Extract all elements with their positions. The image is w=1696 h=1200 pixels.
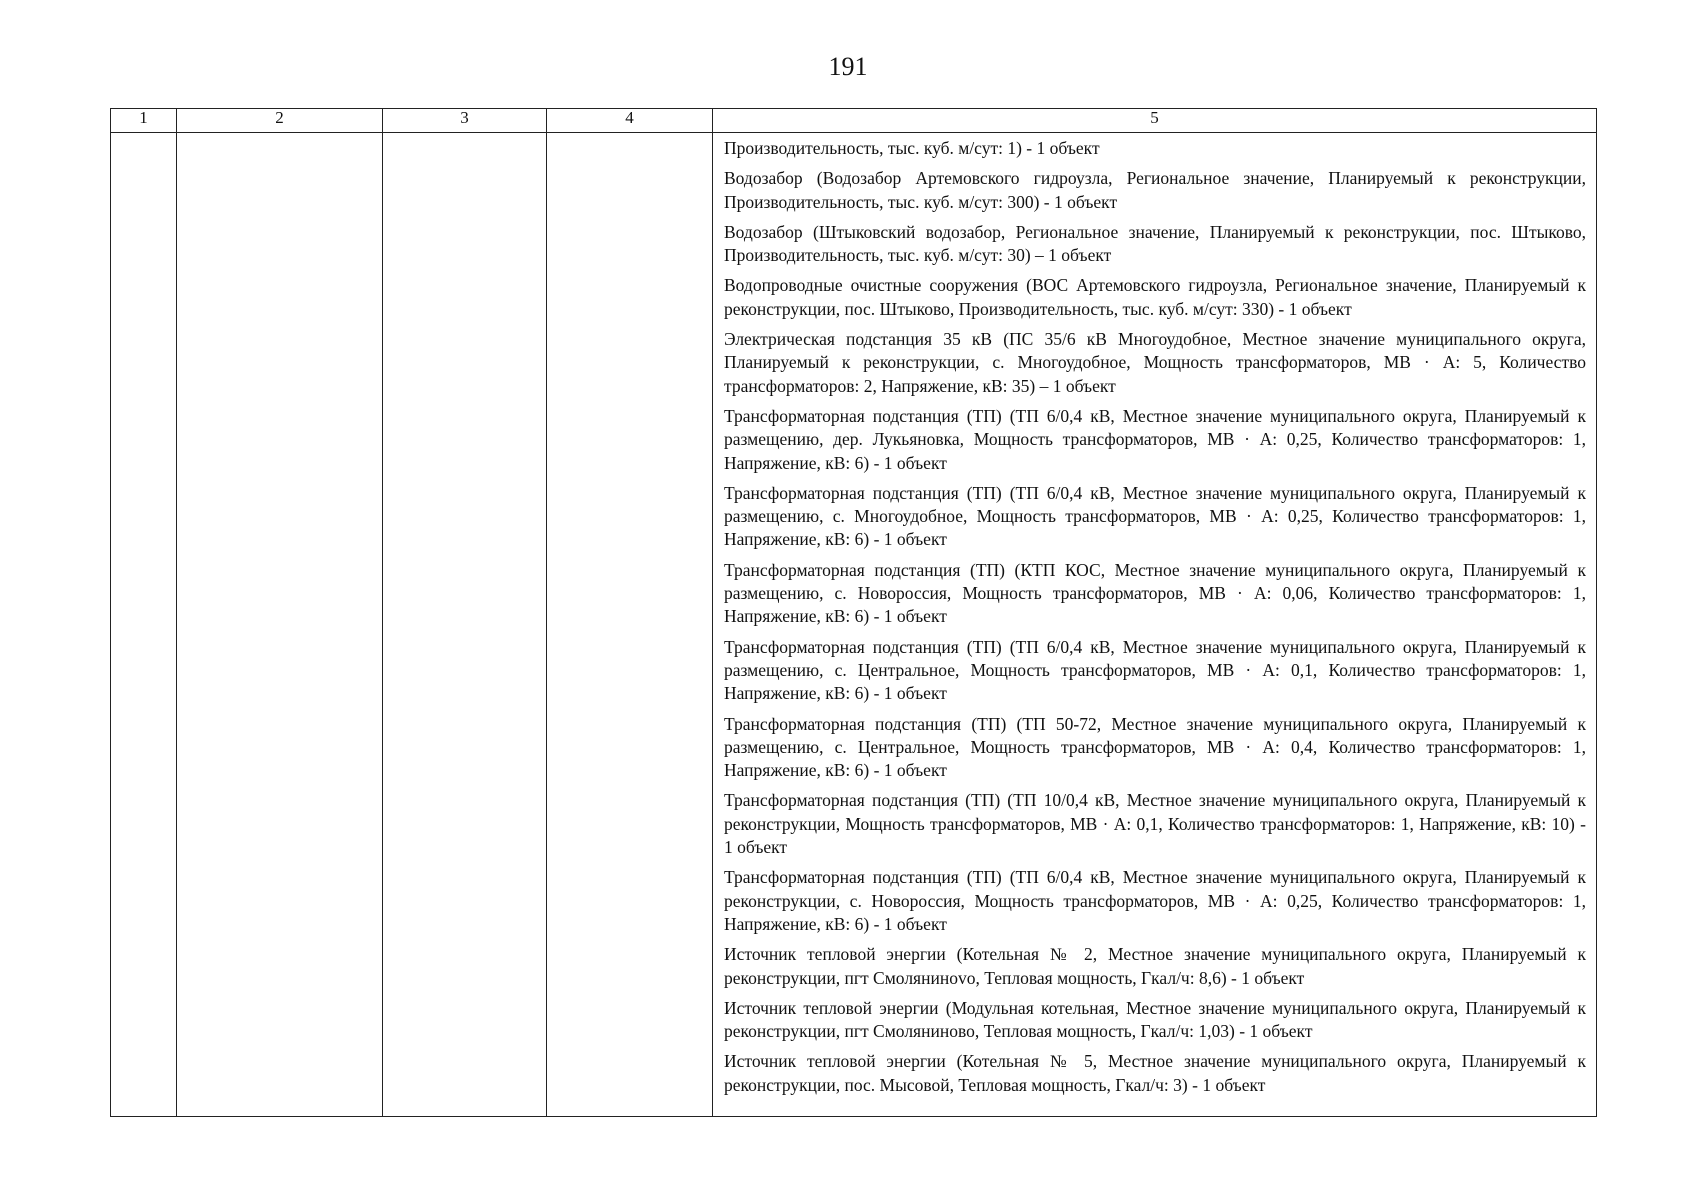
column-header-1: 1 xyxy=(111,109,177,133)
facility-entry: Трансформаторная подстанция (ТП) (ТП 6/0,4 кВ, Местное значение муниципального округа, Планируемый к реконструкции, с. Новороссия, Мощность трансформаторов, МВ · А: 0,25, Количество трансформаторов: 1, Напряжение, кВ: 6) - 1 объект xyxy=(724,867,1586,934)
facility-entry: Водопроводные очистные сооружения (ВОС Артемовского гидроузла, Региональное значение, Планируемый к реконструкции, пос. Штыково, Производительность, тыс. куб. м/сут: 330) - 1 объект xyxy=(724,275,1586,319)
facility-entry: Водозабор (Штыковский водозабор, Региональное значение, Планируемый к реконструкции, пос. Штыково, Производительность, тыс. куб. м/сут: 30) – 1 объект xyxy=(724,221,1586,266)
facility-entry: Источник тепловой энергии (Модульная котельная, Местное значение муниципального округа, Планируемый к реконструкции, пгт Смоляниново, Тепловая мощность, Гкал/ч: 1,03) - 1 объект xyxy=(724,997,1586,1042)
facility-entry: Трансформаторная подстанция (ТП) (ТП 10/0,4 кВ, Местное значение муниципального округа, Планируемый к реконструкции, Мощность трансформаторов, МВ · А: 0,1, Количество трансформаторов: 1, Напряжение, кВ: 10) - 1 объект xyxy=(724,790,1586,858)
facility-entry: Трансформаторная подстанция (ТП) (ТП 6/0,4 кВ, Местное значение муниципального округа, Планируемый к размещению, с. Центральное, Мощность трансформаторов, МВ · А: 0,1, Количество трансформаторов: 1, Напряжение, кВ: 6) - 1 объект xyxy=(724,636,1586,704)
column-header-4: 4 xyxy=(547,109,713,133)
facility-entry: Электрическая подстанция 35 кВ (ПС 35/6 кВ Многоудобное, Местное значение муниципального округа, Планируемый к реконструкции, с. Многоудобное, Мощность трансформаторов, МВ · А: 5, Количество трансформаторов: 2, Напряжение, кВ: 35) – 1 объект xyxy=(724,329,1586,396)
column-4-cell xyxy=(547,133,713,1117)
page-number: 191 xyxy=(828,52,868,81)
facility-entry: Источник тепловой энергии (Котельная № 2, Местное значение муниципального округа, Планируемый к реконструкции, пгт Смолянинovo, Тепловая мощность, Гкал/ч: 8,6) - 1 объект xyxy=(724,944,1586,988)
facility-entry: Трансформаторная подстанция (ТП) (КТП КОС, Местное значение муниципального округа, Планируемый к размещению, с. Новороссия, Мощность трансформаторов, МВ · А: 0,06, Количество трансформаторов: 1, Напряжение, кВ: 6) - 1 объект xyxy=(724,559,1586,627)
column-header-2: 2 xyxy=(177,109,383,133)
facility-entry: Источник тепловой энергии (Котельная № 5, Местное значение муниципального округа, Планируемый к реконструкции, пос. Мысовой, Тепловая мощность, Гкал/ч: 3) - 1 объект xyxy=(724,1051,1586,1095)
facility-entry: Производительность, тыс. куб. м/сут: 1) - 1 объект xyxy=(724,138,1100,158)
column-header-5: 5 xyxy=(713,109,1597,133)
document-table xyxy=(110,108,1597,1117)
column-3-cell xyxy=(383,133,547,1117)
facility-entry: Трансформаторная подстанция (ТП) (ТП 6/0,4 кВ, Местное значение муниципального округа, Планируемый к размещению, дер. Лукьяновка, Мощность трансформаторов, МВ · А: 0,25, Количество трансформаторов: 1, Напряжение, кВ: 6) - 1 объект xyxy=(724,405,1586,473)
table-header-row xyxy=(111,109,1597,133)
column-header-3: 3 xyxy=(383,109,547,133)
table-row xyxy=(111,133,1597,1117)
column-1-cell xyxy=(111,133,177,1117)
facility-entry: Трансформаторная подстанция (ТП) (ТП 50-72, Местное значение муниципального округа, Планируемый к размещению, с. Центральное, Мощность трансформаторов, МВ · А: 0,4, Количество трансформаторов: 1, Напряжение, кВ: 6) - 1 объект xyxy=(724,713,1586,781)
facility-entry: Водозабор (Водозабор Артемовского гидроузла, Региональное значение, Планируемый к реконструкции, Производительность, тыс. куб. м/сут: 300) - 1 объект xyxy=(724,168,1586,212)
facility-entry: Трансформаторная подстанция (ТП) (ТП 6/0,4 кВ, Местное значение муниципального округа, Планируемый к размещению, с. Многоудобное, Мощность трансформаторов, МВ · А: 0,25, Количество трансформаторов: 1, Напряжение, кВ: 6) - 1 объект xyxy=(724,482,1586,550)
column-2-cell xyxy=(177,133,383,1117)
column-5-cell xyxy=(713,133,1597,1117)
